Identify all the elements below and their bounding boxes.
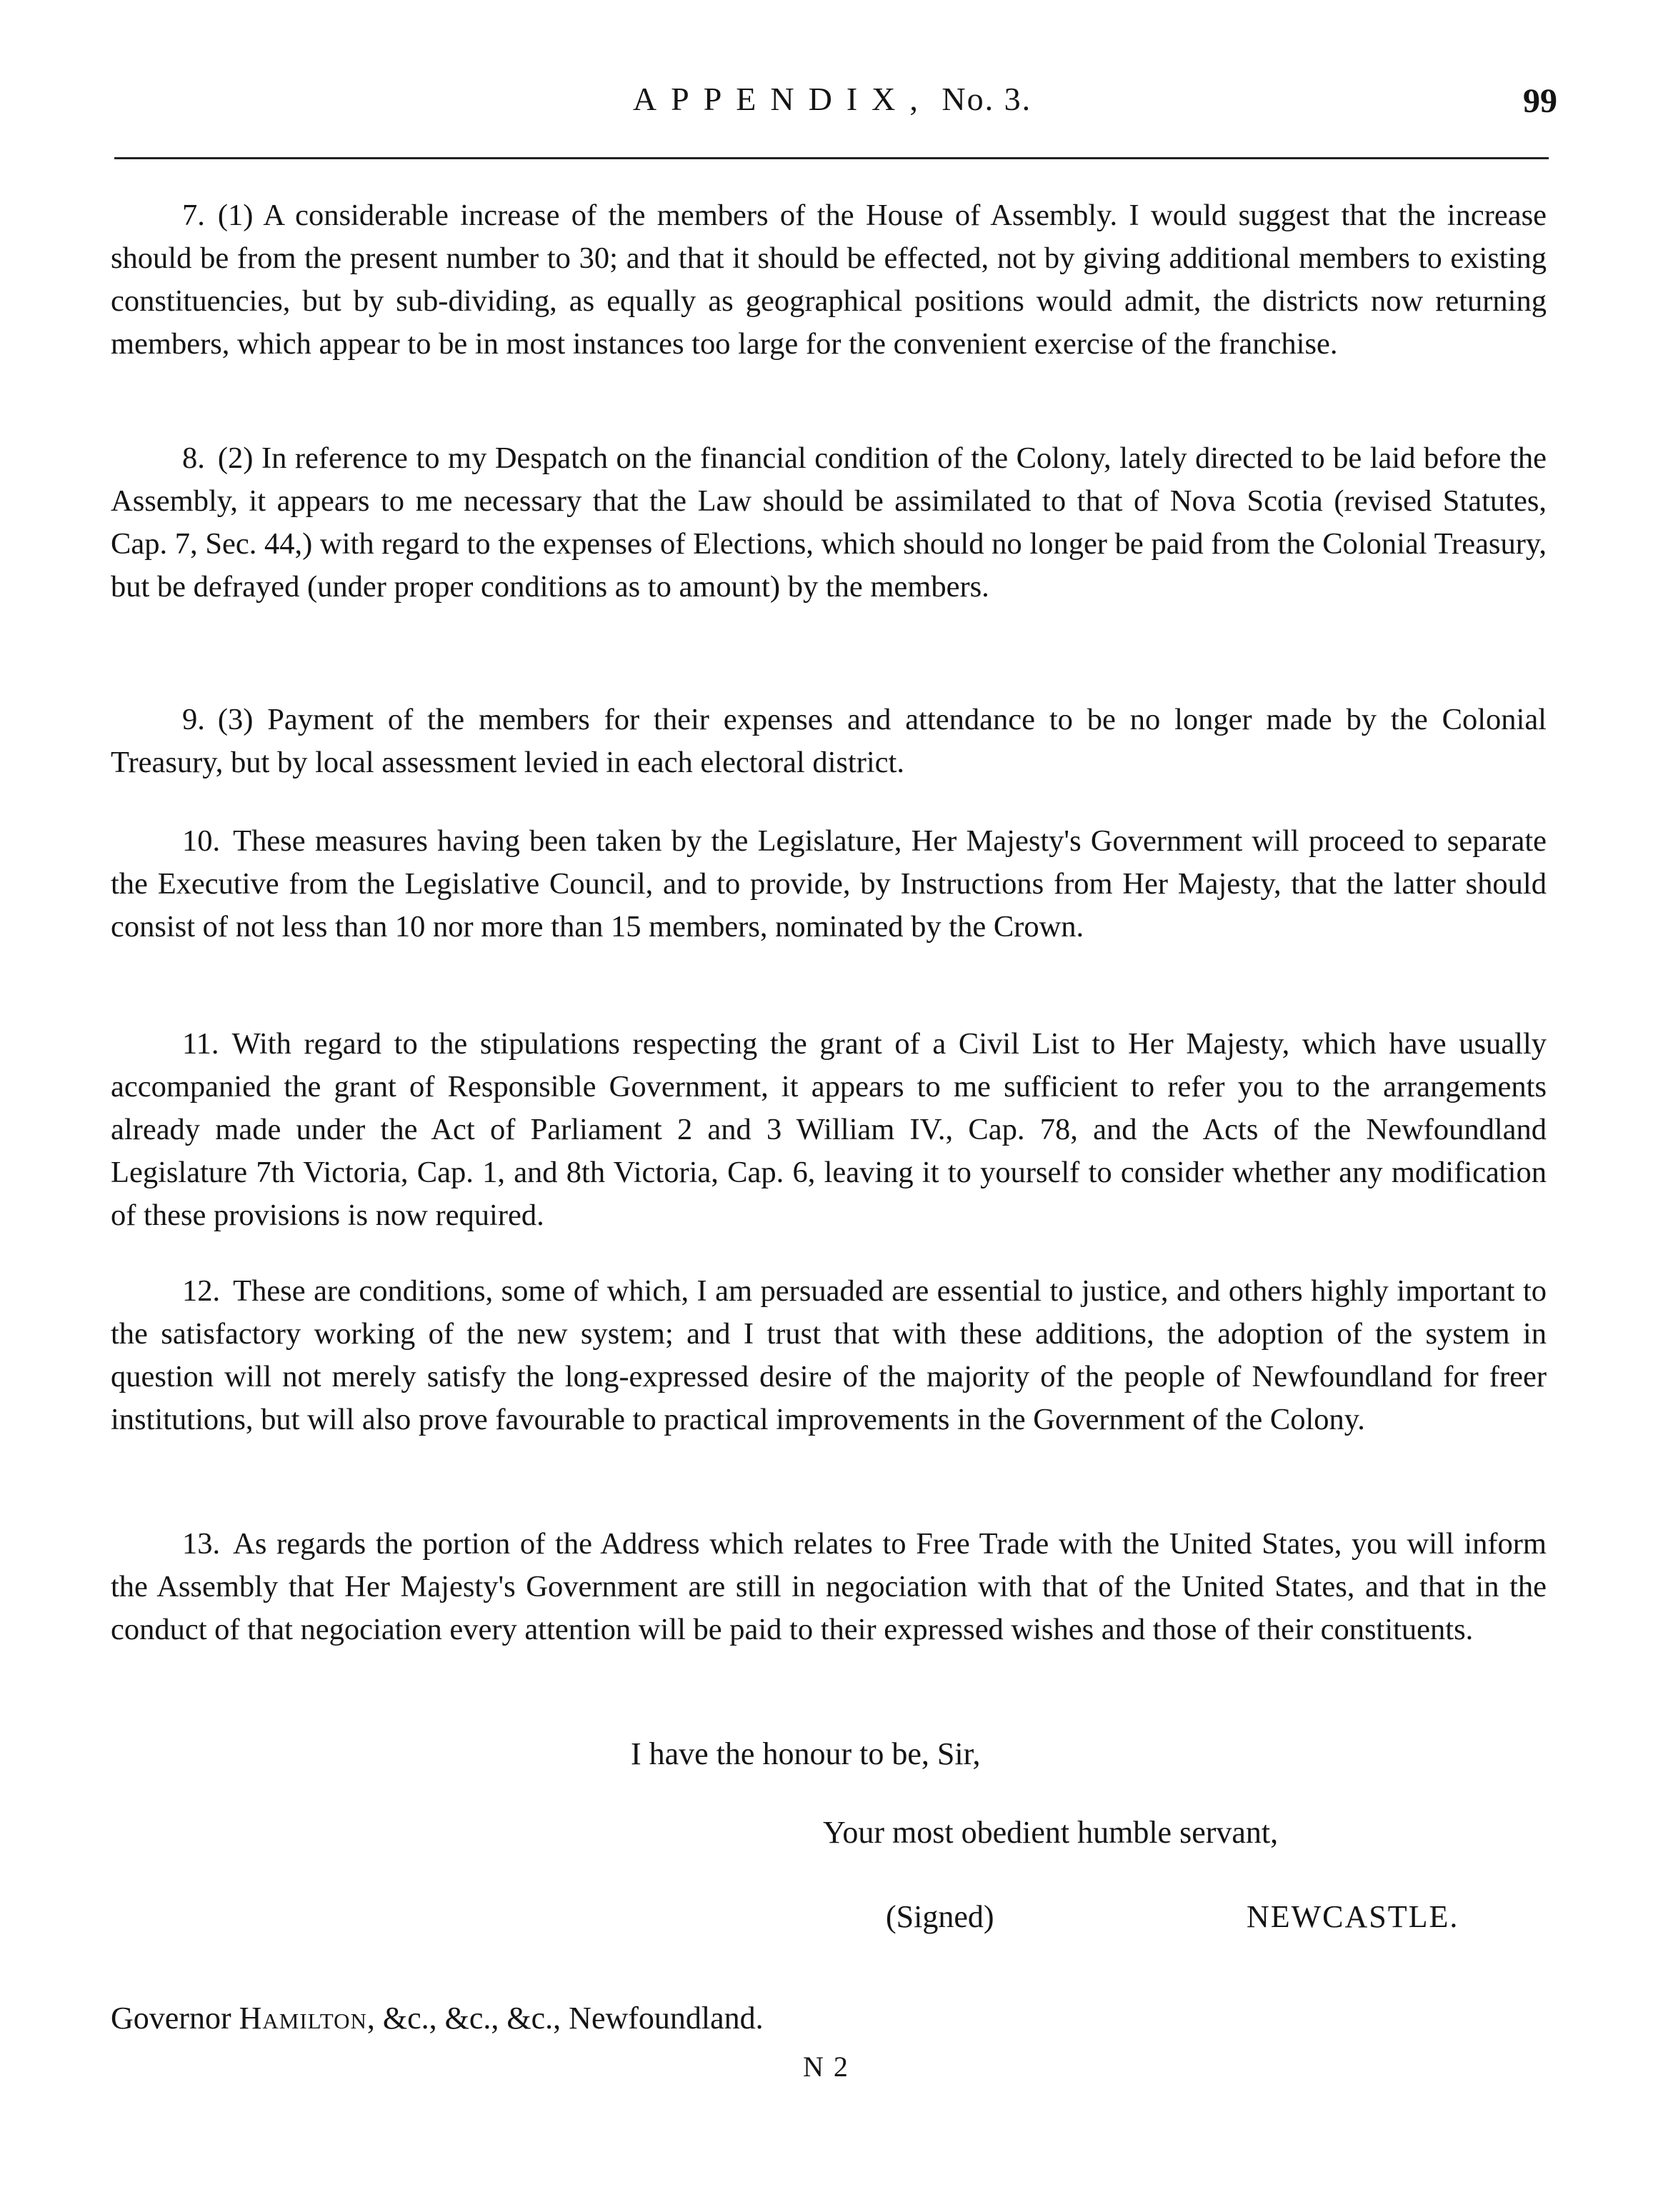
paragraph-number: 10.: [182, 824, 221, 858]
paragraph-number: 9.: [182, 703, 205, 736]
paragraph-10: [111, 820, 1547, 949]
paragraph-number: 13.: [182, 1527, 221, 1561]
paragraph-text: These are conditions, some of which, I am persuaded are essential to justice, and others highly important to the satisfactory working of the new system; and I trust that with these additions, the adoption of the system in question will not merely satisfy the long-expressed desire of the majority of the people of Newfoundland for freer institutions, but will also prove favourable to practical improvements in the Government of the Colony.: [111, 1274, 1547, 1436]
header-rule: [114, 157, 1549, 159]
paragraph-number: 7.: [182, 199, 205, 232]
page-number: 99: [1523, 82, 1557, 120]
addressee-name: Hamilton: [239, 2001, 367, 2036]
signatory-name: NEWCASTLE.: [1247, 1899, 1459, 1934]
printer-signature-mark: N 2: [803, 2051, 849, 2083]
paragraph-number: 11.: [182, 1027, 219, 1061]
paragraph-7: [111, 194, 1547, 366]
running-title: [107, 80, 1557, 118]
paragraph-number: 12.: [182, 1274, 221, 1308]
paragraph-8: [111, 437, 1547, 609]
paragraph-text: These measures having been taken by the Legislature, Her Majesty's Government will proceed to separate the Executive from the Legislative Council, and to provide, by Instructions from Her Majesty, that the latter should consist of not less than 10 nor more than 15 members, nominated by the Crown.: [111, 824, 1547, 944]
addressee-line: [111, 1997, 764, 2040]
paragraph-text: (3) Payment of the members for their expenses and attendance to be no longer made by the Colonial Treasury, but by local assessment levied in each electoral district.: [111, 703, 1547, 779]
signed-label: (Signed): [886, 1899, 994, 1934]
running-title-appendix: APPENDIX,: [632, 81, 932, 117]
addressee-prefix: Governor: [111, 2001, 231, 2036]
addressee-suffix: , &c., &c., &c., Newfoundland.: [366, 2001, 764, 2036]
running-title-number: No. 3.: [942, 81, 1032, 117]
closing-servant-line: Your most obedient humble servant,: [823, 1815, 1279, 1850]
paragraph-text: As regards the portion of the Address which relates to Free Trade with the United States, you will inform the Assembly that Her Majesty's Government are still in negociation with that of the United States, and that in the conduct of that negociation every attention will be paid to their expressed wishes and those of their constituents.: [111, 1527, 1547, 1646]
paragraph-12: [111, 1270, 1547, 1441]
paragraph-9: [111, 699, 1547, 784]
paragraph-text: (1) A considerable increase of the members of the House of Assembly. I would suggest that the increase should be from the present number to 30; and that it should be effected, not by giving additional members to existing constituencies, but by sub-dividing, as equally as geographical positions would admit, the districts now returning members, which appear to be in most instances too large for the convenient exercise of the franchise.: [111, 199, 1547, 361]
paragraph-text: With regard to the stipulations respecting the grant of a Civil List to Her Majesty, which have usually accompanied the grant of Responsible Government, it appears to me sufficient to refer you to the arrangements already made under the Act of Parliament 2 and 3 William IV., Cap. 78, and the Acts of the Newfoundland Legislature 7th Victoria, Cap. 1, and 8th Victoria, Cap. 6, leaving it to yourself to consider whether any modification of these provisions is now required.: [111, 1027, 1547, 1232]
closing-honour-line: I have the honour to be, Sir,: [631, 1736, 981, 1771]
page-header: [107, 80, 1557, 130]
paragraph-text: (2) In reference to my Despatch on the financial condition of the Colony, lately directed to be laid before the Assembly, it appears to me necessary that the Law should be assimilated to that of Nova Scotia (revised Statutes, Cap. 7, Sec. 44,) with regard to the expenses of Elections, which should no longer be paid from the Colonial Treasury, but be defrayed (under proper conditions as to amount) by the members.: [111, 441, 1547, 604]
paragraph-number: 8.: [182, 441, 205, 475]
paragraph-13: [111, 1523, 1547, 1651]
paragraph-11: [111, 1023, 1547, 1237]
